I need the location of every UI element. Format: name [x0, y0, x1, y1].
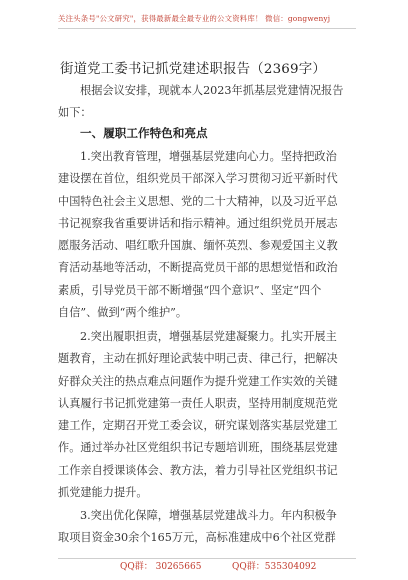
- document-title: 街道党工委书记抓党建述职报告（2369字）: [60, 62, 326, 77]
- bottom-divider: [58, 558, 356, 559]
- text-line: 根据会议安排，现就本人2023年抓基层党建情况报告: [80, 84, 344, 97]
- text-line: 2.突出履职担责，增强基层党建凝聚力。扎实开展主: [80, 330, 337, 343]
- top-banner: 关注头条号"公文研究"，获得最新最全最专业的公文资料库！ 微信：gongwenyj: [58, 14, 331, 23]
- text-line: 3.突出优化保障，增强基层党建战斗力。年内积极争: [80, 509, 337, 522]
- top-divider: [58, 28, 356, 29]
- text-line: 如下：: [58, 106, 92, 120]
- text-line: 自信”、做到“两个维护”。: [58, 306, 188, 320]
- text-line: 认真履行书记抓党建第一责任人职责，坚持用制度规范党: [58, 396, 338, 410]
- intro-paragraph: [58, 80, 358, 125]
- text-line: 好群众关注的热点难点问题作为提升党建工作实效的关键: [58, 374, 338, 388]
- item-3-paragraph: [58, 505, 358, 550]
- text-line: 素质，引导党员干部不断增强“四个意识”、坚定“四个: [58, 283, 322, 297]
- text-line: 工作亲自授课谈体会、教方法，着力引导社区党组织书记: [58, 463, 338, 477]
- footer-qq-group-1: QQ群： 30265665: [120, 562, 202, 572]
- text-line: 取项目资金30余个165万元，高标准建成中6个社区党群: [58, 531, 336, 545]
- text-line: 愿服务活动、唱红歌升国旗、缅怀英烈、参观爱国主义教: [58, 239, 338, 253]
- text-line: 中国特色社会主义思想、党的二十大精神，以及习近平总: [58, 194, 338, 208]
- text-line: 题教育，主动在抓好理论武装中明己责、律己行，把解决: [58, 352, 338, 366]
- text-line: 建工作，定期召开党工委会议，研究谋划落实基层党建工: [58, 419, 338, 433]
- text-line: 书记视察我省重要讲话和指示精神。通过组织党员开展志: [58, 216, 338, 230]
- text-line: 抓党建能力提升。: [58, 486, 148, 500]
- text-line: 作。通过举办社区党组织书记专题培训班，围绕基层党建: [58, 441, 338, 455]
- item-1-paragraph: [58, 146, 358, 324]
- item-2-paragraph: [58, 326, 358, 504]
- text-line: 建设摆在首位，组织党员干部深入学习贯彻习近平新时代: [58, 172, 338, 186]
- text-line: 育活动基地等活动，不断提高党员干部的思想觉悟和政治: [58, 261, 338, 275]
- footer-qq-group-2: QQ群：535304092: [232, 562, 317, 572]
- text-line: 1.突出教育管理，增强基层党建向心力。坚持把政治: [80, 150, 337, 163]
- section-heading: 一、履职工作特色和亮点: [80, 126, 208, 140]
